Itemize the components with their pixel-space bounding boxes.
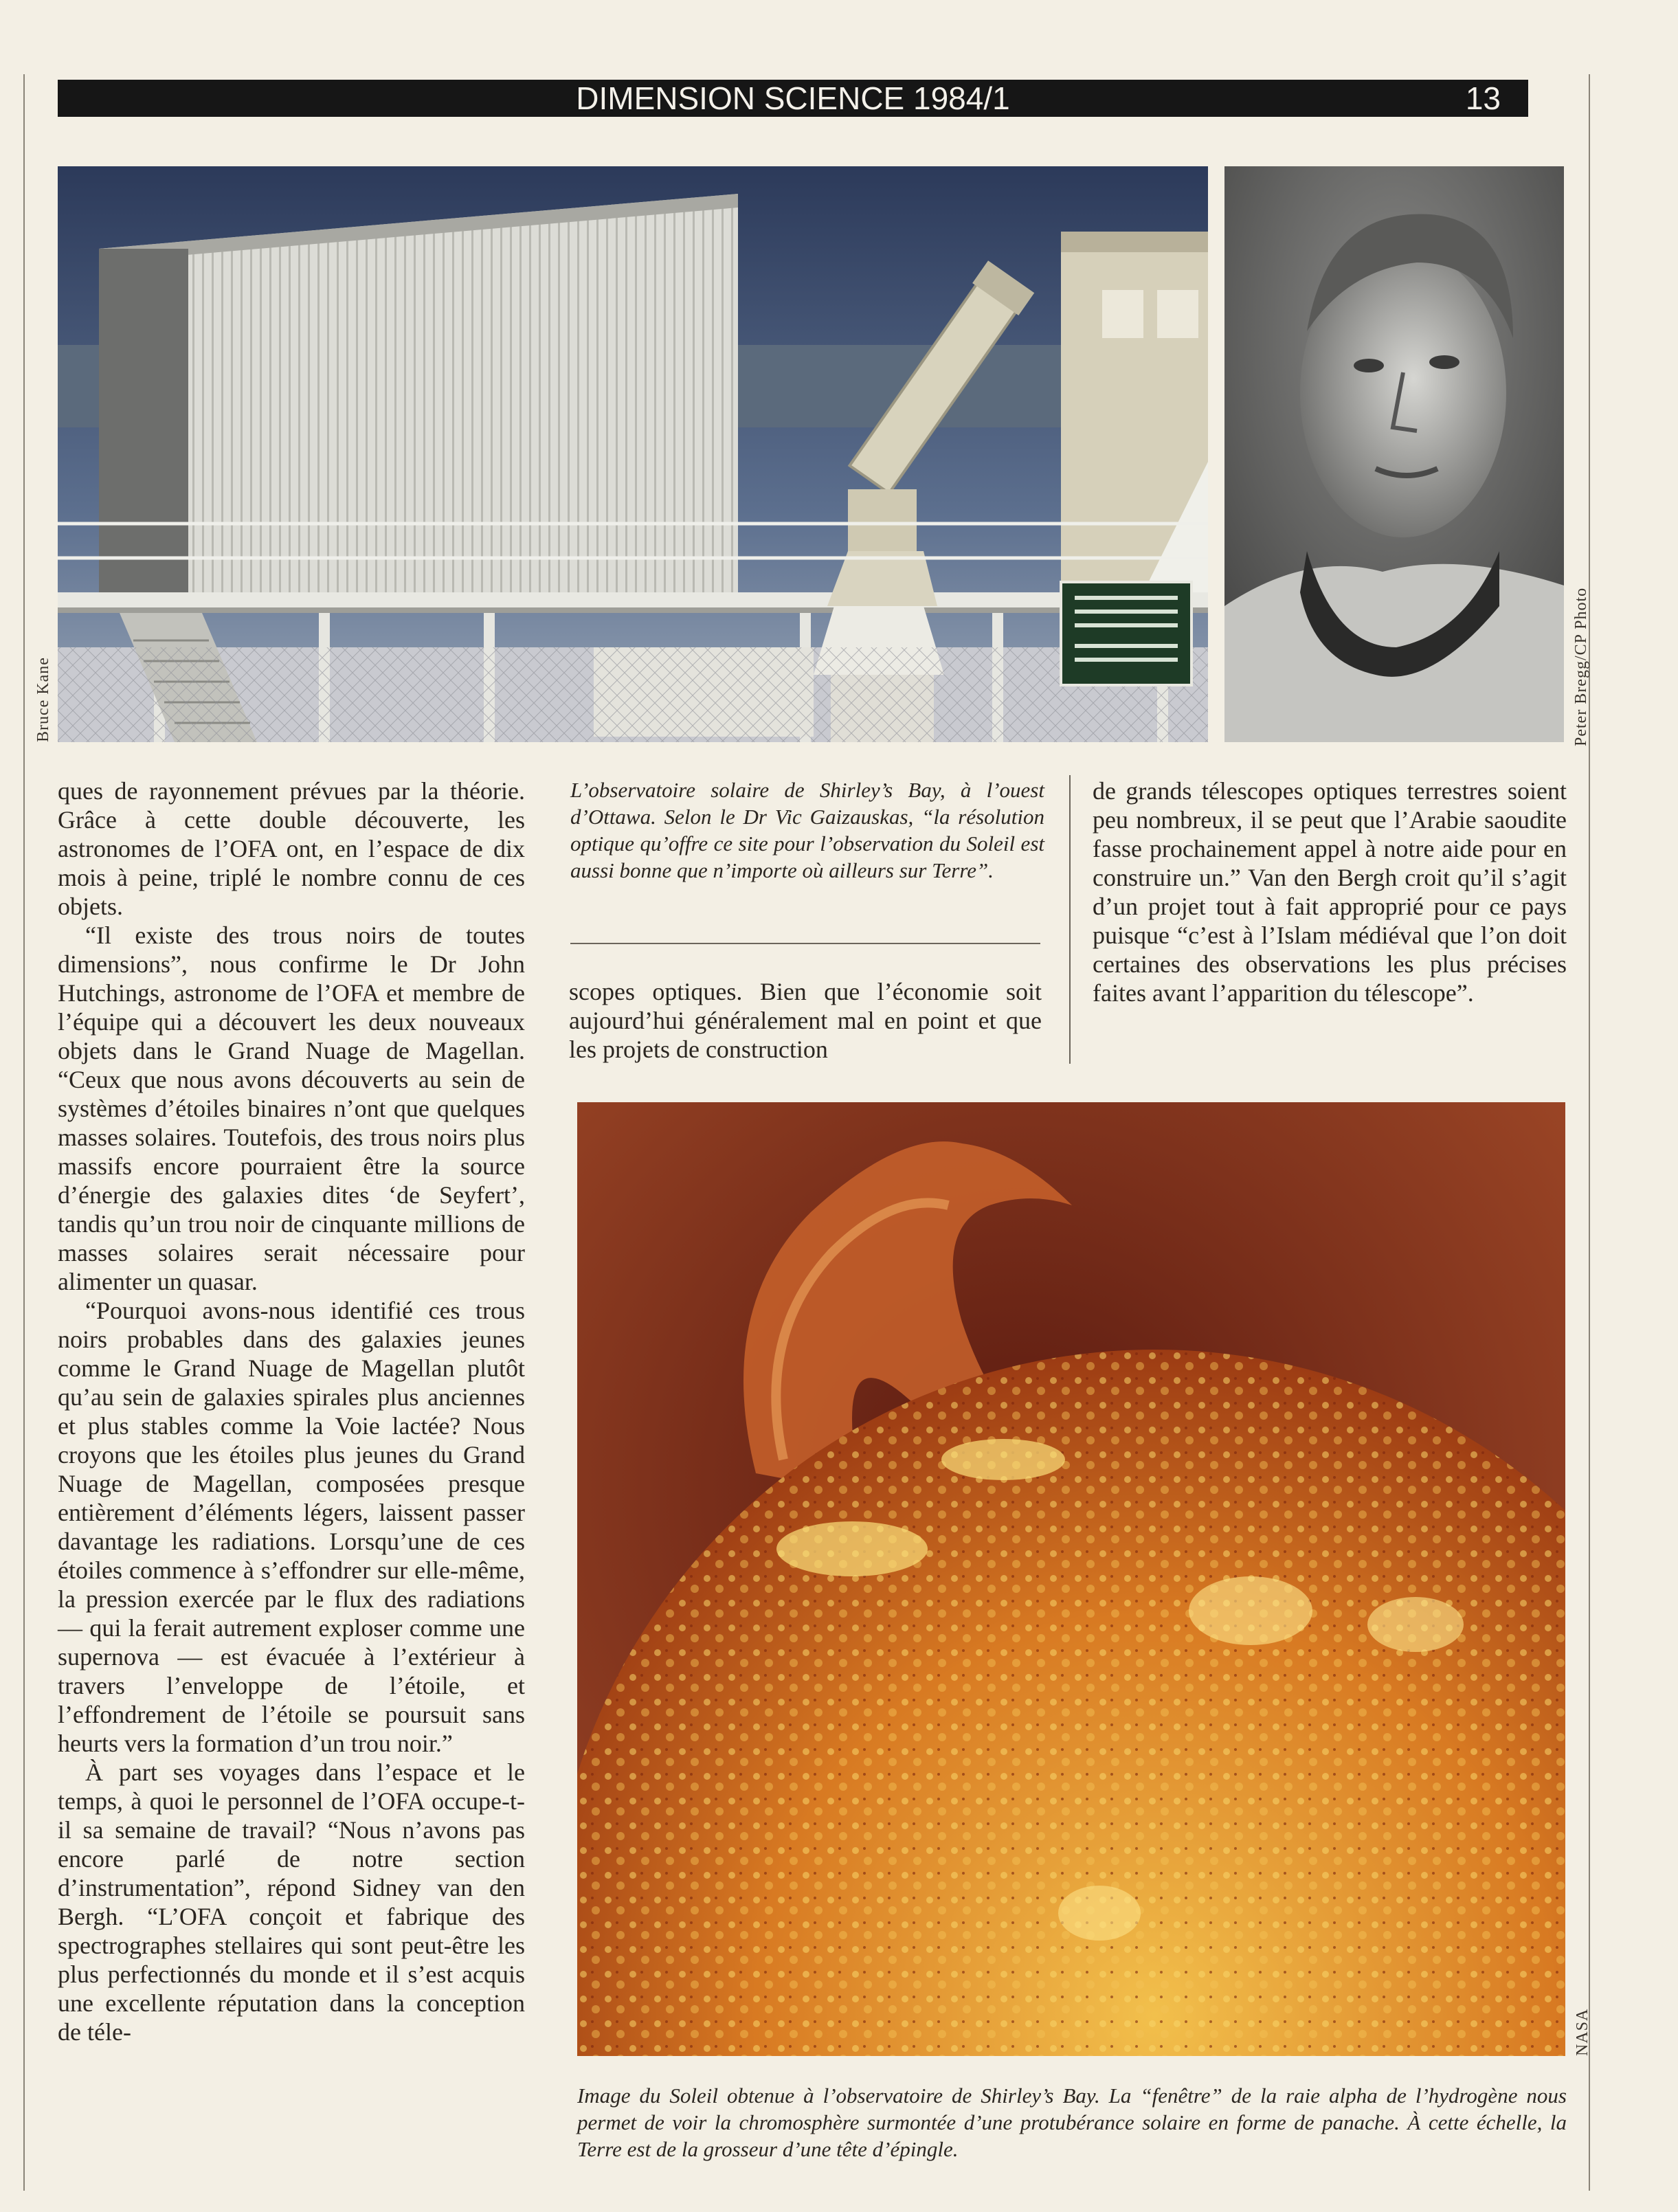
article-column-2 bbox=[569, 977, 1042, 1064]
caption-separator bbox=[570, 943, 1040, 944]
paragraph: “Il existe des trous noirs de toutes dimensions”, nous confirme le Dr John Hutchings, astronome de l’OFA et membre de l’équipe qui a découvert les deux nouveaux objets dans le Grand Nuage de Magellan. “Ceux que nous avons découverts au sein de systèmes d’étoiles binaires n’ont que quelques masses solaires. Toutefois, des trous noirs plus massifs encore pourraient être la source d’énergie des galaxies dites ‘de Seyfert’, tandis qu’un trou noir de cinquante millions de masses solaires serait nécessaire pour alimenter un quasar. bbox=[58, 921, 525, 1295]
observatory-photo-credit: Bruce Kane bbox=[34, 657, 52, 742]
article-column-3 bbox=[1093, 777, 1567, 1007]
sun-caption: Image du Soleil obtenue à l’observatoire de Shirley’s Bay. La “fenêtre” de la raie alpha de l’hydrogène nous permet de voir la chromosphère surmontée d’une protubérance solaire en forme de panache. À cette échelle, la Terre est de la grosseur d’une tête d’épingle. bbox=[577, 2083, 1567, 2161]
page-number: 13 bbox=[1465, 80, 1501, 116]
paragraph: “Pourquoi avons-nous identifié ces trous noirs probables dans des galaxies jeunes comme le Grand Nuage de Magellan plutôt qu’au sein de galaxies spirales plus anciennes et plus stables comme la Voie lactée? Nous croyons que les étoiles plus jeunes du Grand Nuage de Magellan, composées presque entièrement d’éléments légers, laissent passer davantage les radiations. Lorsqu’une de ces étoiles commence à s’effondrer sur elle-même, la pression exercée par le flux des radiations — qui la ferait autrement exploser comme une supernova — est évacuée à l’extérieur à travers l’enveloppe de l’étoile, et l’effondrement de l’étoile se poursuit sans heurts vers la formation d’un trou noir.” bbox=[58, 1297, 525, 1757]
observatory-photo bbox=[58, 166, 1208, 742]
paragraph: ques de rayonnement prévues par la théorie. Grâce à cette double découverte, les astronomes de l’OFA ont, en l’espace de dix mois à peine, triplé le nombre connu de ces objets. bbox=[58, 777, 525, 920]
observatory-caption: L’observatoire solaire de Shirley’s Bay, à l’ouest d’Ottawa. Selon le Dr Vic Gaizauskas, “la résolution optique qu’offre ce site pour l’observation du Soleil est aussi bonne que n’importe où ailleurs sur Terre”. bbox=[570, 778, 1044, 882]
portrait-illustration bbox=[1224, 166, 1564, 742]
right-margin-rule bbox=[1589, 74, 1590, 2191]
sun-photo bbox=[577, 1102, 1565, 2056]
portrait-photo-credit: Peter Bregg/CP Photo bbox=[1572, 587, 1590, 746]
column-rule bbox=[1069, 775, 1071, 1064]
paragraph: scopes optiques. Bien que l’économie soit aujourd’hui généralement mal en point et que les projets de construction bbox=[569, 978, 1042, 1063]
magazine-title: DIMENSION SCIENCE 1984/1 bbox=[576, 80, 1010, 116]
left-margin-rule bbox=[23, 74, 25, 2191]
article-column-1 bbox=[58, 777, 525, 2046]
running-header bbox=[58, 80, 1528, 117]
paragraph: À part ses voyages dans l’espace et le temps, à quoi le personnel de l’OFA occupe-t-il sa semaine de travail? “Nous n’avons pas encore parlé de notre section d’instrumentation”, répond Sidney van den Bergh. “L’OFA conçoit et fabrique des spectrographes stellaires qui sont peut-être les plus perfectionnés du monde et il s’est acquis une excellente réputation dans la conception de téle- bbox=[58, 1758, 525, 2046]
observatory-illustration bbox=[58, 166, 1208, 742]
sun-illustration bbox=[577, 1102, 1565, 2056]
portrait-photo bbox=[1224, 166, 1564, 742]
sun-photo-credit: NASA bbox=[1574, 2008, 1591, 2056]
paragraph: de grands télescopes optiques terrestres soient peu nombreux, il se peut que l’Arabie saoudite fasse prochainement appel à notre aide pour en construire un.” Van den Bergh croit qu’il s’agit d’un projet tout à fait approprié pour ce pays puisque “c’est à l’Islam médiéval que l’on doit certaines des observations les plus précises faites avant l’apparition du télescope”. bbox=[1093, 777, 1567, 1007]
